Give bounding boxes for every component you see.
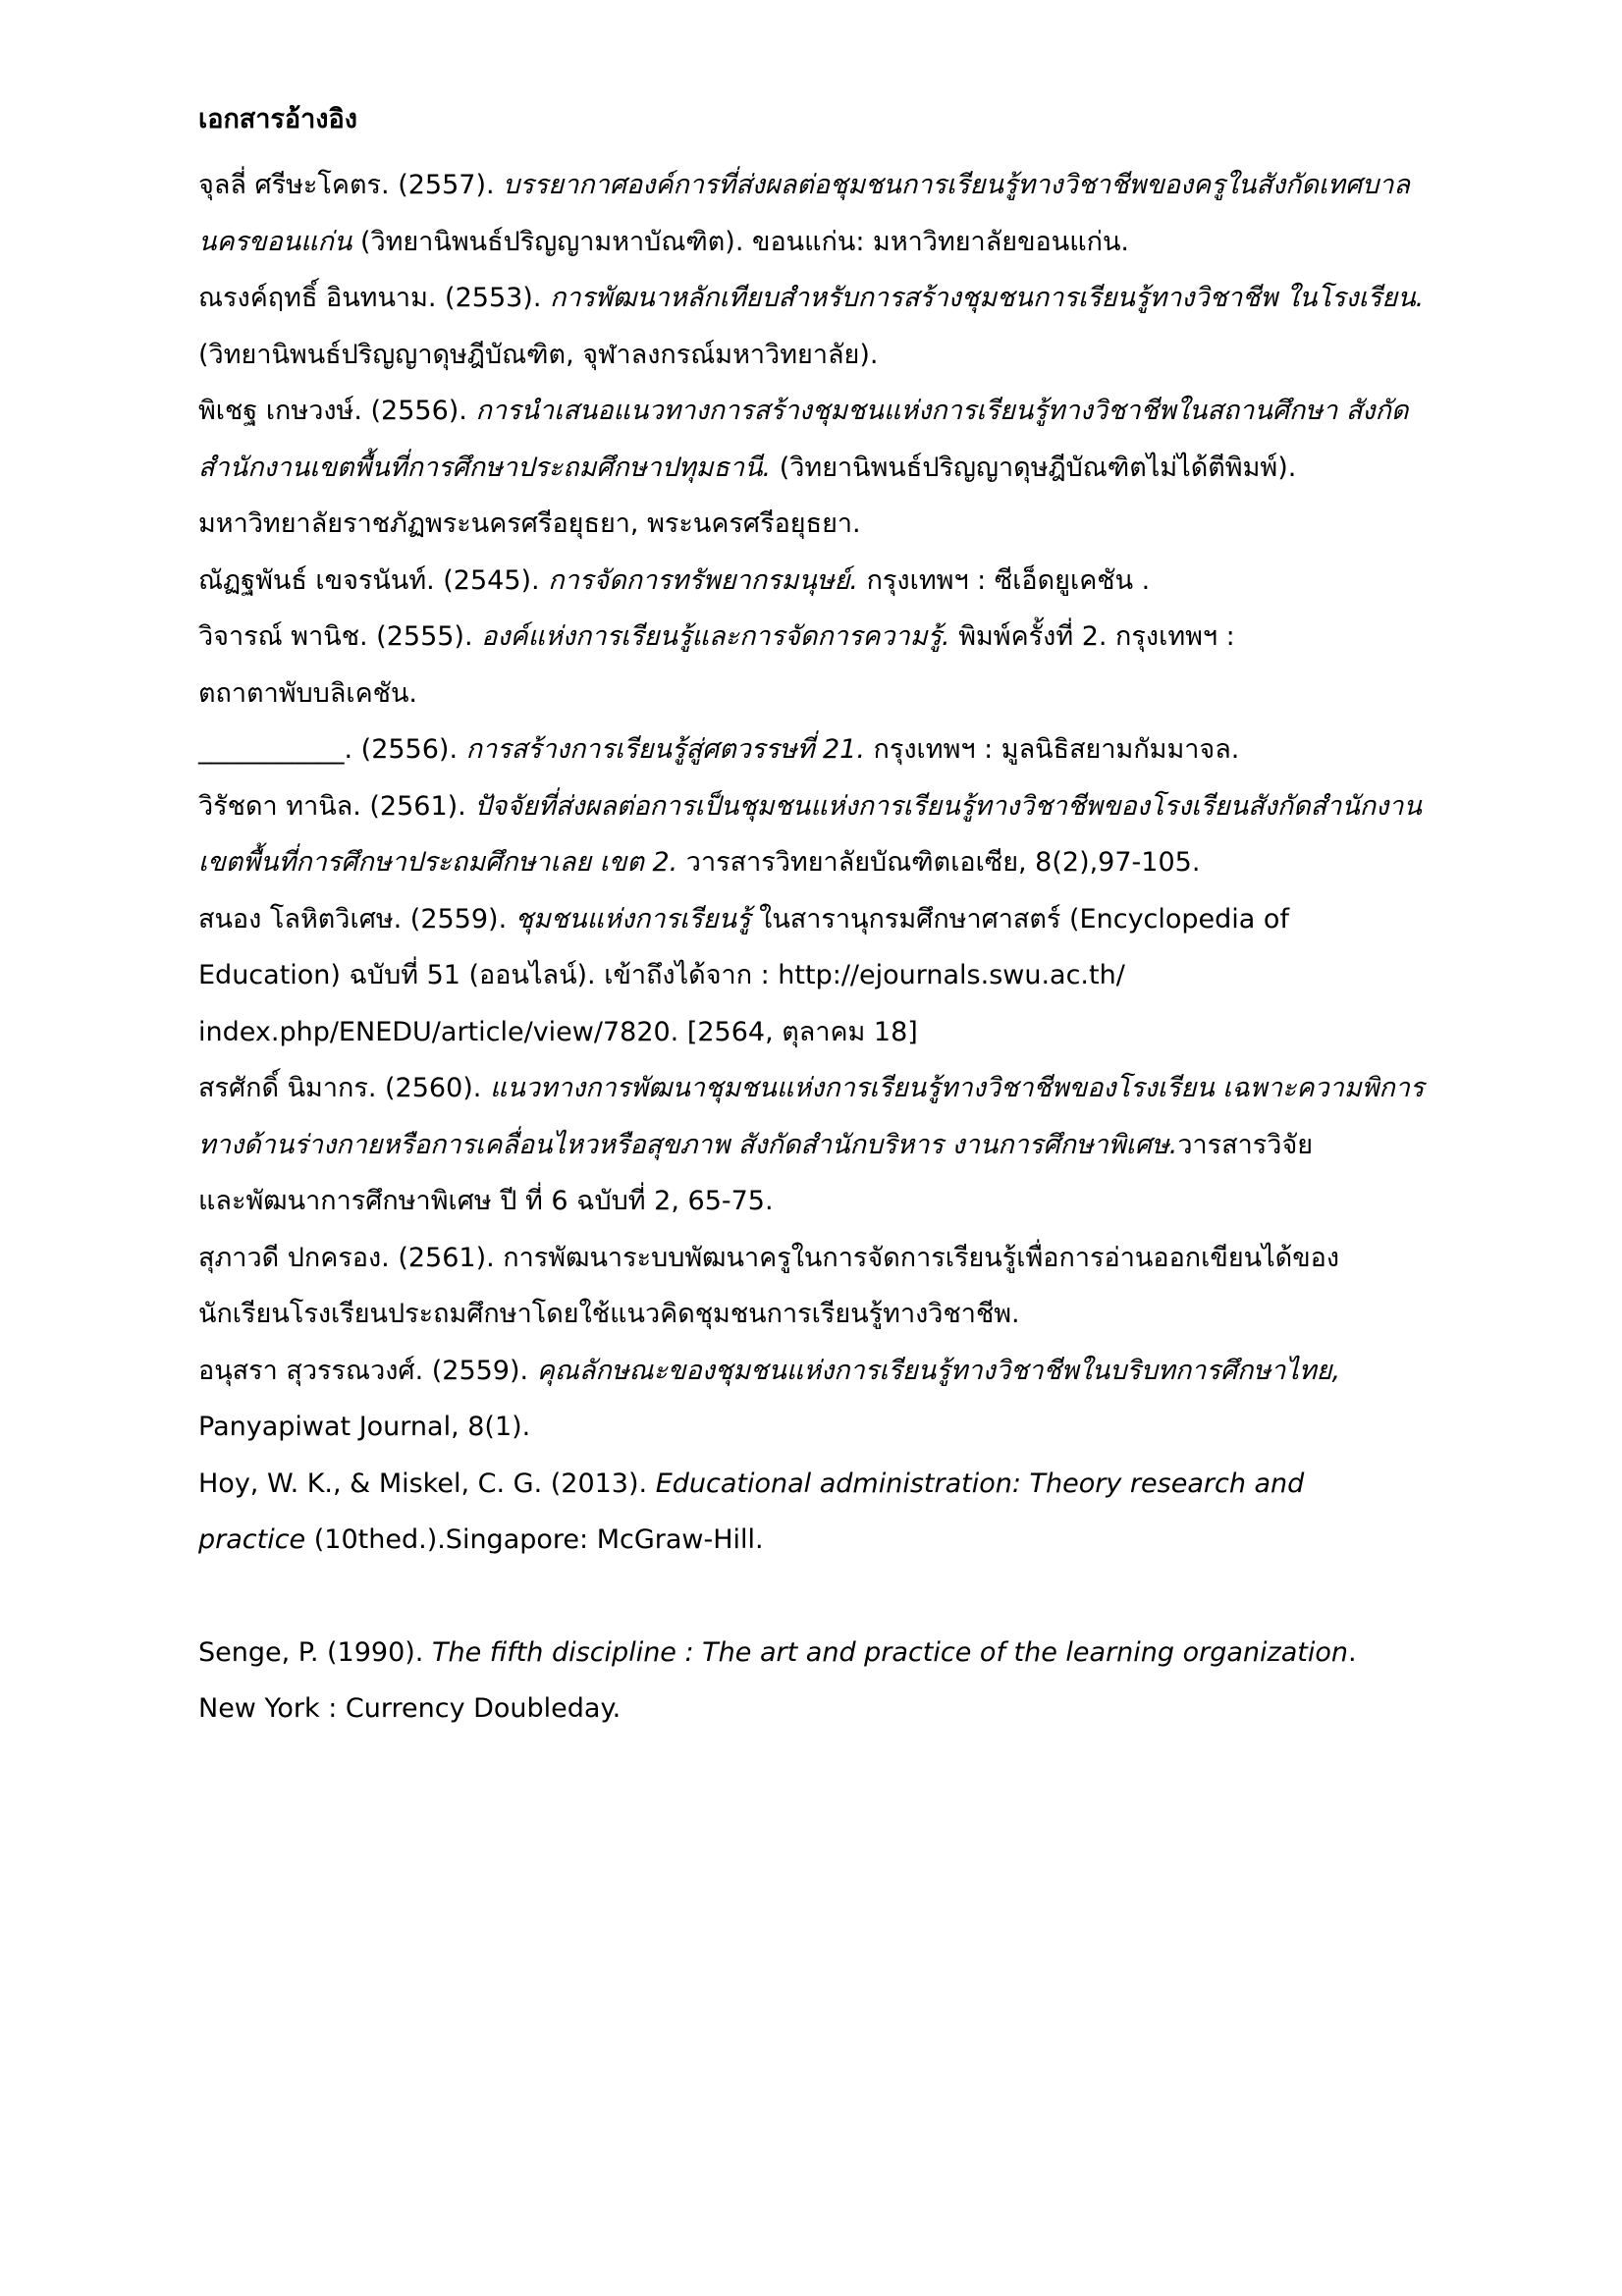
- reference-text: .: [1348, 1636, 1357, 1668]
- reference-line: [198, 1399, 1475, 1456]
- reference-text: วิจารณ์ พานิช. (2555).: [198, 621, 482, 652]
- reference-text: มหาวิทยาลัยราชภัฏพระนครศรีอยุธยา, พระนครศรีอยุธยา.: [198, 508, 861, 539]
- reference-text: Education) ฉบับที่ 51 (ออนไลน์). เข้าถึงได้จาก : http://ejournals.swu.ac.th/: [198, 960, 1125, 990]
- reference-line: [198, 1230, 1475, 1287]
- reference-title-text: ชุมชนแห่งการเรียนรู้: [514, 903, 751, 934]
- reference-entry: [198, 270, 1475, 383]
- reference-title-text: องค์แห่งการเรียนรู้และการจัดการความรู้.: [481, 621, 950, 652]
- reference-line: [198, 1117, 1475, 1174]
- reference-title-text: แนวทางการพัฒนาชุมชนแห่งการเรียนรู้ทางวิชาชีพของโรงเรียน เฉพาะความพิการ: [489, 1073, 1425, 1103]
- reference-title-text: สำนักงานเขตพื้นที่การศึกษาประถมศึกษาปทุมธานี.: [198, 452, 772, 483]
- reference-text: (วิทยานิพนธ์ปริญญามหาบัณฑิต). ขอนแก่น: มหาวิทยาลัยขอนแก่น.: [351, 226, 1130, 257]
- reference-text: (10thed.).Singapore: McGraw-Hill.: [305, 1524, 764, 1555]
- reference-line: [198, 947, 1475, 1004]
- reference-entry: [198, 553, 1475, 610]
- reference-list: [198, 157, 1475, 1737]
- reference-entry: [198, 721, 1475, 778]
- reference-text: ตถาตาพับบลิเคชัน.: [198, 677, 418, 709]
- reference-text: (วิทยานิพนธ์ปริญญาดุษฎีบัณฑิต, จุฬาลงกรณ์มหาวิทยาลัย).: [198, 339, 879, 370]
- reference-text: Panyapiwat Journal, 8(1).: [198, 1412, 531, 1442]
- reference-text: ___________. (2556).: [198, 734, 466, 765]
- reference-title-text: ปัจจัยที่ส่งผลต่อการเป็นชุมชนแห่งการเรียนรู้ทางวิชาชีพของโรงเรียนสังกัดสำนักงาน: [474, 790, 1422, 822]
- reference-text: index.php/ENEDU/article/view/7820. [2564, ตุลาคม 18]: [198, 1016, 918, 1047]
- reference-text: กรุงเทพฯ : มูลนิธิสยามกัมมาจล.: [864, 734, 1240, 765]
- reference-title-text: นครขอนแก่น: [198, 226, 352, 257]
- reference-line: [198, 440, 1475, 497]
- reference-line: [198, 778, 1475, 835]
- reference-title-text: คุณลักษณะของชุมชนแห่งการเรียนรู้ทางวิชาชีพในบริบทการศึกษาไทย,: [536, 1355, 1341, 1386]
- reference-title-text: บรรยากาศองค์การที่ส่งผลต่อชุมชนการเรียนรู้ทางวิชาชีพของครูในสังกัดเทศบาล: [503, 170, 1410, 200]
- reference-title-text: การจัดการทรัพยากรมนุษย์.: [548, 564, 858, 596]
- reference-line: [198, 270, 1475, 327]
- reference-line: [198, 1286, 1475, 1343]
- reference-entry: [198, 383, 1475, 553]
- reference-text: และพัฒนาการศึกษาพิเศษ ปี ที่ 6 ฉบับที่ 2, 65-75.: [198, 1186, 774, 1216]
- reference-text: New York : Currency Doubleday.: [198, 1693, 622, 1724]
- reference-entry: [198, 1625, 1475, 1737]
- page-heading: เอกสารอ้างอิง: [198, 104, 357, 134]
- reference-title-text: Educational administration: Theory research and: [655, 1468, 1305, 1499]
- reference-text: ในสารานุกรมศึกษาศาสตร์ (Encyclopedia of: [750, 903, 1289, 934]
- reference-line: [198, 1512, 1475, 1569]
- reference-text: สรศักดิ์ นิมากร. (2560).: [198, 1073, 490, 1103]
- reference-line: [198, 721, 1475, 778]
- reference-title-text: The fifth discipline : The art and practice of the learning organization: [431, 1636, 1348, 1668]
- reference-line: [198, 1625, 1475, 1682]
- reference-text: พิมพ์ครั้งที่ 2. กรุงเทพฯ :: [949, 621, 1235, 652]
- reference-entry: [198, 1343, 1475, 1456]
- reference-text: ณรงค์ฤทธิ์ อินทนาม. (2553).: [198, 283, 551, 313]
- reference-line: [198, 214, 1475, 271]
- reference-line: [198, 496, 1475, 553]
- reference-text: สุภาวดี ปกครอง. (2561). การพัฒนาระบบพัฒนาครูในการจัดการเรียนรู้เพื่อการอ่านออกเขียนได้ของ: [198, 1242, 1340, 1273]
- reference-text: กรุงเทพฯ : ซีเอ็ดยูเคชัน .: [858, 564, 1151, 596]
- reference-title-text: ทางด้านร่างกายหรือการเคลื่อนไหวหรือสุขภาพ สังกัดสำนักบริหาร งานการศึกษาพิเศษ.: [198, 1129, 1178, 1160]
- reference-line: [198, 383, 1475, 440]
- reference-title-text: การสร้างการเรียนรู้สู่ศตวรรษที่ 21.: [465, 734, 865, 765]
- reference-line: [198, 666, 1475, 722]
- reference-text: (วิทยานิพนธ์ปริญญาดุษฎีบัณฑิตไม่ได้ตีพิมพ์).: [771, 452, 1297, 483]
- reference-text: Senge, P. (1990).: [198, 1636, 432, 1668]
- reference-title-text: practice: [198, 1524, 306, 1555]
- reference-line: [198, 327, 1475, 384]
- reference-text: Hoy, W. K., & Miskel, C. G. (2013).: [198, 1468, 656, 1499]
- reference-text: วิรัชดา ทานิล. (2561).: [198, 790, 475, 822]
- reference-entry: [198, 1230, 1475, 1343]
- reference-text: นักเรียนโรงเรียนประถมศึกษาโดยใช้แนวคิดชุมชนการเรียนรู้ทางวิชาชีพ.: [198, 1299, 1020, 1329]
- reference-line: [198, 1173, 1475, 1230]
- reference-title-text: การพัฒนาหลักเทียบสำหรับการสร้างชุมชนการเรียนรู้ทางวิชาชีพ ในโรงเรียน.: [550, 283, 1425, 313]
- reference-line: [198, 1681, 1475, 1737]
- reference-title-text: การนำเสนอแนวทางการสร้างชุมชนแห่งการเรียนรู้ทางวิชาชีพในสถานศึกษา สังกัด: [475, 396, 1409, 426]
- reference-line: [198, 891, 1475, 948]
- reference-entry: [198, 778, 1475, 891]
- reference-line: [198, 157, 1475, 214]
- reference-text: วารสารวิจัย: [1177, 1129, 1314, 1160]
- reference-text: จุลลี่ ศรีษะโคตร. (2557).: [198, 170, 504, 200]
- reference-text: อนุสรา สุวรรณวงศ์. (2559).: [198, 1355, 537, 1386]
- reference-text: สนอง โลหิตวิเศษ. (2559).: [198, 903, 515, 934]
- reference-entry: [198, 891, 1475, 1061]
- reference-entry: [198, 1456, 1475, 1569]
- reference-entry: [198, 157, 1475, 270]
- reference-line: [198, 834, 1475, 891]
- reference-line: [198, 553, 1475, 610]
- reference-entry: [198, 1060, 1475, 1230]
- reference-entry: [198, 609, 1475, 721]
- reference-text: พิเชฐ เกษวงษ์. (2556).: [198, 396, 476, 426]
- reference-text: วารสารวิทยาลัยบัณฑิตเอเซีย, 8(2),97-105.: [677, 847, 1201, 878]
- reference-line: [198, 1004, 1475, 1061]
- reference-line: [198, 609, 1475, 666]
- reference-line: [198, 1343, 1475, 1400]
- reference-text: ณัฏฐพันธ์ เขจรนันท์. (2545).: [198, 564, 549, 596]
- reference-title-text: เขตพื้นที่การศึกษาประถมศึกษาเลย เขต 2.: [198, 847, 678, 878]
- reference-line: [198, 1060, 1475, 1117]
- reference-line: [198, 1456, 1475, 1513]
